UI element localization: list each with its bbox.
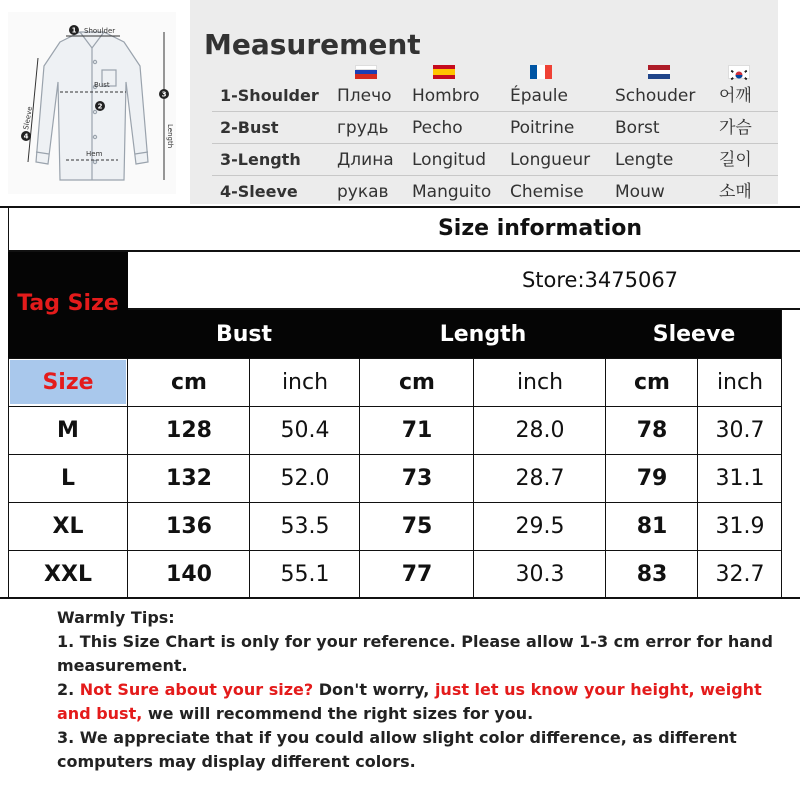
spain-flag-icon	[433, 65, 455, 79]
size-cell: L	[60, 465, 76, 491]
measurement-row	[212, 112, 778, 144]
grid-line	[8, 550, 782, 551]
shirt-diagram-icon	[8, 12, 176, 194]
warmly-tips	[57, 606, 787, 774]
russian-term: Длина	[337, 150, 394, 170]
size-cell: XXL	[44, 561, 92, 587]
unit-sleeve-inch: inch	[716, 369, 764, 395]
russian-term: рукав	[337, 182, 389, 202]
grid-line	[359, 358, 360, 598]
group-header-length: Length	[360, 310, 606, 358]
russian-term: грудь	[337, 118, 389, 138]
grid-line	[605, 358, 606, 598]
length-cm-cell: 75	[401, 513, 433, 539]
sleeve-inch-cell: 31.9	[715, 513, 765, 539]
grid-line	[8, 406, 782, 407]
size-information-title: Size information	[437, 215, 643, 241]
spanish-term: Longitud	[412, 150, 487, 170]
unit-length-inch: inch	[516, 369, 564, 395]
row-label: 3-Length	[220, 150, 301, 169]
length-cm-cell: 71	[401, 417, 433, 443]
sleeve-label: Sleeve	[22, 105, 35, 131]
netherlands-flag-icon	[648, 65, 670, 79]
spanish-term: Manguito	[412, 182, 492, 202]
unit-sleeve-cm: cm	[634, 369, 670, 395]
group-header-sleeve: Sleeve	[606, 310, 782, 358]
bust-inch-cell: 52.0	[280, 465, 330, 491]
tip-2	[57, 678, 787, 726]
grid-line	[697, 358, 698, 598]
bust-inch-cell: 55.1	[280, 561, 330, 587]
korea-flag-icon	[728, 65, 750, 79]
bust-inch-cell: 53.5	[280, 513, 330, 539]
bust-inch-cell: 50.4	[280, 417, 330, 443]
length-label: Length	[166, 124, 174, 149]
tag-size-label: Tag Size	[17, 290, 119, 316]
marker-4: 4	[23, 132, 29, 141]
russian-term: Плечо	[337, 86, 392, 106]
unit-length-cm: cm	[399, 369, 435, 395]
sleeve-cm-cell: 78	[636, 417, 668, 443]
bust-cm-cell: 140	[166, 561, 212, 587]
spanish-term: Hombro	[412, 86, 480, 106]
grid-line	[0, 597, 800, 599]
size-cell: M	[57, 417, 79, 443]
marker-3: 3	[161, 90, 167, 99]
tip-3: 3. We appreciate that if you could allow slight color difference, as different computers may display different colors.	[57, 728, 737, 771]
dutch-term: Borst	[615, 118, 660, 138]
tag-size-block	[8, 252, 128, 358]
tips-heading: Warmly Tips:	[57, 608, 175, 627]
french-term: Poitrine	[510, 118, 575, 138]
unit-bust-cm: cm	[171, 369, 207, 395]
row-label: 4-Sleeve	[220, 182, 298, 201]
unit-bust-inch: inch	[281, 369, 329, 395]
french-term: Épaule	[510, 86, 568, 106]
measurement-title: Measurement	[204, 28, 421, 61]
grid-line	[8, 454, 782, 455]
tip-2-reassure: Don't worry,	[313, 680, 435, 699]
sleeve-cm-cell: 81	[636, 513, 668, 539]
korean-term: 소매	[719, 182, 752, 202]
bust-label: Bust	[94, 81, 110, 89]
length-cm-cell: 77	[401, 561, 433, 587]
dutch-term: Schouder	[615, 86, 696, 106]
dutch-term: Mouw	[615, 182, 665, 202]
grid-line	[8, 358, 782, 359]
tip-1: 1. This Size Chart is only for your reference. Please allow 1-3 cm error for hand measurement.	[57, 632, 773, 675]
spanish-term: Pecho	[412, 118, 463, 138]
french-term: Chemise	[510, 182, 584, 202]
row-label: 2-Bust	[220, 118, 279, 137]
grid-line	[781, 310, 782, 598]
tip-2-request: just let us know your height, weight and bust,	[57, 680, 762, 723]
hem-label: Hem	[86, 150, 103, 158]
bust-cm-cell: 128	[166, 417, 212, 443]
length-inch-cell: 29.5	[515, 513, 565, 539]
marker-2: 2	[97, 102, 103, 111]
length-cm-cell: 73	[401, 465, 433, 491]
grid-line	[473, 358, 474, 598]
tip-2-question: Not Sure about your size?	[79, 680, 314, 699]
sleeve-inch-cell: 30.7	[715, 417, 765, 443]
grid-line	[8, 502, 782, 503]
dutch-term: Lengte	[615, 150, 674, 170]
shirt-illustration	[8, 12, 176, 194]
sleeve-cm-cell: 79	[636, 465, 668, 491]
korean-term: 가슴	[719, 118, 752, 138]
marker-1: 1	[71, 26, 77, 35]
tip-2-end: we will recommend the right sizes for you.	[142, 704, 534, 723]
sleeve-cm-cell: 83	[636, 561, 668, 587]
french-term: Longueur	[510, 150, 591, 170]
size-cell: XL	[52, 513, 84, 539]
korean-term: 어깨	[719, 86, 752, 106]
sleeve-inch-cell: 32.7	[715, 561, 765, 587]
measurement-row	[212, 176, 778, 208]
tip-2-prefix: 2.	[57, 680, 80, 699]
length-inch-cell: 30.3	[515, 561, 565, 587]
store-label: Store:3475067	[521, 268, 679, 292]
bust-cm-cell: 136	[166, 513, 212, 539]
length-inch-cell: 28.0	[515, 417, 565, 443]
russia-flag-icon	[355, 65, 377, 79]
grid-line	[249, 358, 250, 598]
group-header-bust: Bust	[128, 310, 360, 358]
header-gap	[782, 310, 800, 358]
row-label: 1-Shoulder	[220, 86, 319, 105]
shoulder-label: Shoulder	[84, 27, 116, 35]
korean-term: 길이	[719, 150, 752, 170]
size-header: Size	[10, 360, 126, 404]
length-inch-cell: 28.7	[515, 465, 565, 491]
bust-cm-cell: 132	[166, 465, 212, 491]
grid-line	[127, 358, 128, 598]
measurement-row	[212, 80, 778, 112]
sleeve-inch-cell: 31.1	[715, 465, 765, 491]
measurement-row	[212, 144, 778, 176]
france-flag-icon	[530, 65, 552, 79]
